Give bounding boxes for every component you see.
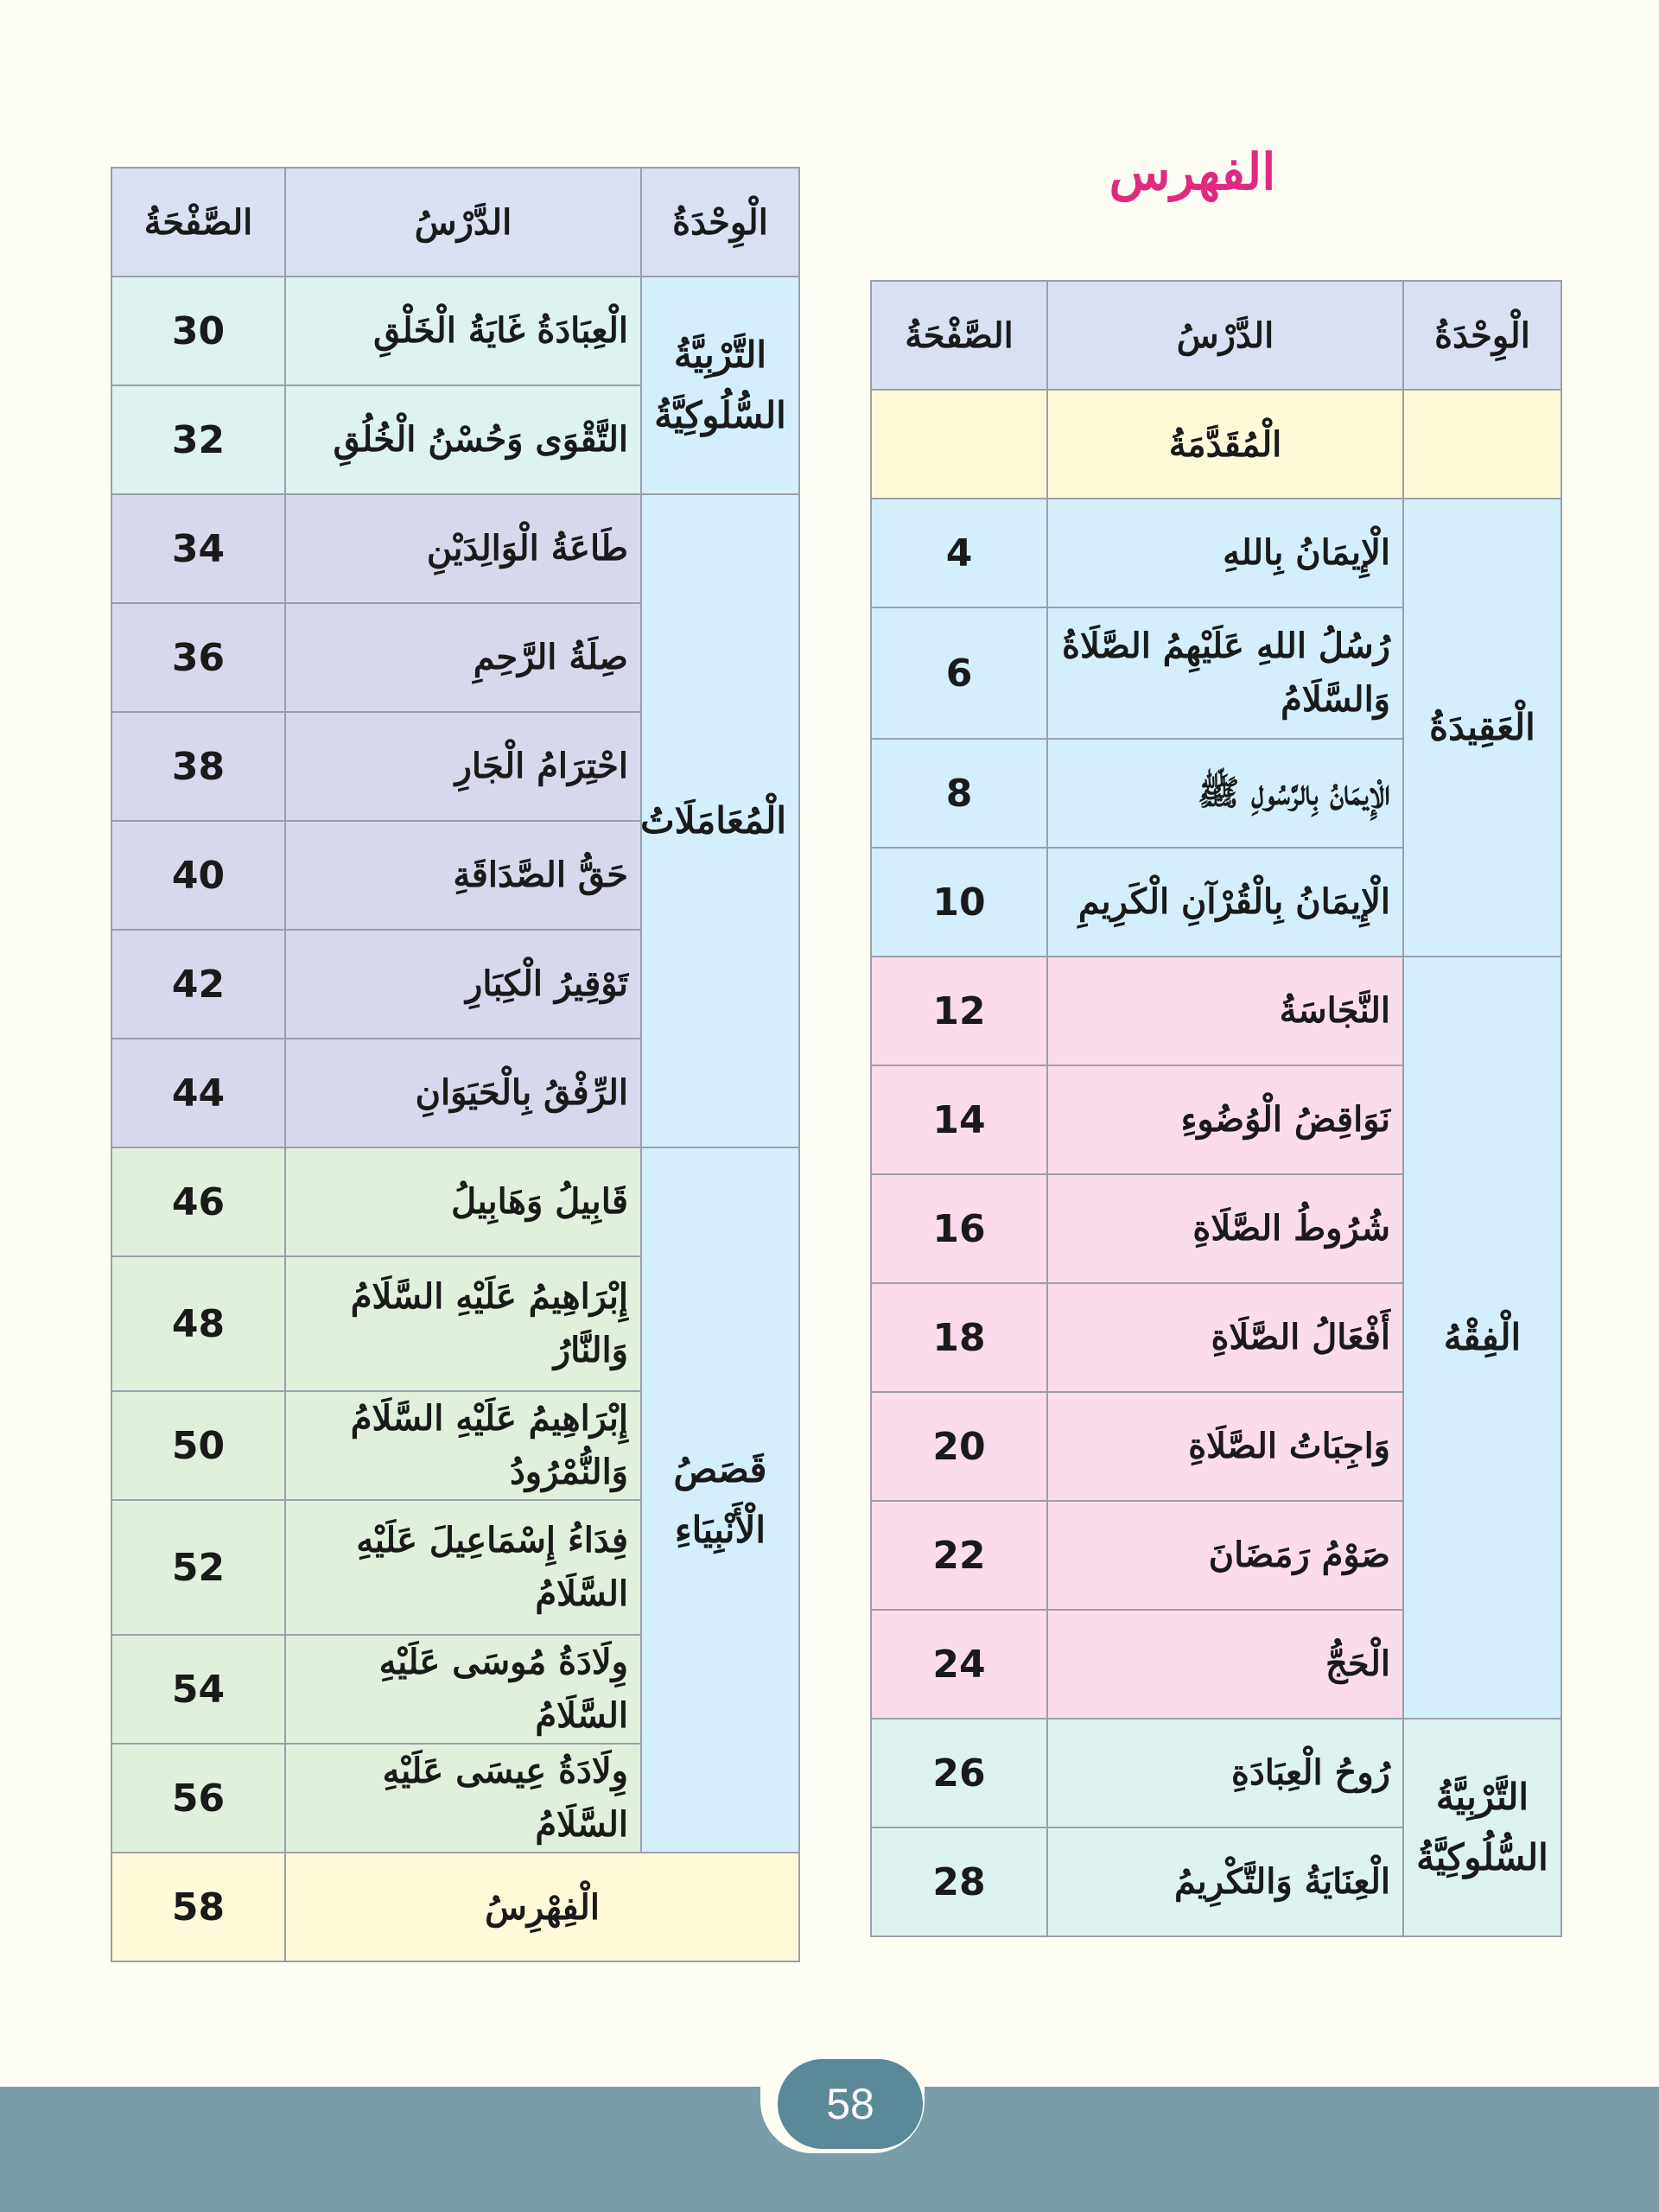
page-number: 54 [111, 1635, 285, 1744]
lesson-title: حَقُّ الصَّدَاقَةِ [285, 821, 641, 930]
page-number: 58 [111, 1853, 285, 1961]
lesson-title: الْإِيمَانُ بِالرَّسُولِ ﷺ [1047, 739, 1403, 848]
page-number: 50 [111, 1391, 285, 1500]
table-row[interactable] [871, 1719, 1561, 1827]
page-title: الفهرس [1109, 143, 1276, 201]
unit-tarbiya: التَّرْبِيَّةُ السُّلُوكِيَّةُ [641, 276, 799, 494]
lesson-title: الْعِنَايَةُ وَالتَّكْرِيمُ [1047, 1827, 1403, 1936]
lesson-title: أَفْعَالُ الصَّلَاةِ [1047, 1283, 1403, 1392]
page-number: 4 [871, 499, 1047, 607]
unit-muamalat: الْمُعَامَلَاتُ [641, 494, 799, 1147]
page-number: 38 [111, 712, 285, 821]
header-row [871, 281, 1561, 390]
header-page: الصَّفْحَةُ [111, 168, 285, 276]
toc-table-right [870, 280, 1562, 1937]
lesson-title: الْإِيمَانُ بِالْقُرْآنِ الْكَرِيمِ [1047, 848, 1403, 957]
page-number: 12 [871, 957, 1047, 1065]
header-row [111, 168, 799, 276]
lesson-title: احْتِرَامُ الْجَارِ [285, 712, 641, 821]
header-page: الصَّفْحَةُ [871, 281, 1047, 390]
lesson-title: صِلَةُ الرَّحِمِ [285, 603, 641, 712]
lesson-title: وِلَادَةُ مُوسَى عَلَيْهِ السَّلَامُ [285, 1635, 641, 1744]
page-number: 52 [111, 1500, 285, 1635]
lesson-title: النَّجَاسَةُ [1047, 957, 1403, 1065]
table-row[interactable] [871, 499, 1561, 607]
header-unit: الْوِحْدَةُ [1403, 281, 1561, 390]
table-row[interactable] [111, 276, 799, 385]
unit-tarbiya: التَّرْبِيَّةُ السُّلُوكِيَّةُ [1403, 1719, 1561, 1936]
lesson-title: صَوْمُ رَمَضَانَ [1047, 1501, 1403, 1610]
page-number: 56 [111, 1744, 285, 1853]
page-number: 20 [871, 1392, 1047, 1501]
header-lesson: الدَّرْسُ [285, 168, 641, 276]
page-number: 44 [111, 1039, 285, 1147]
unit-qisas: قَصَصُ الْأَنْبِيَاءِ [641, 1147, 799, 1853]
header-lesson: الدَّرْسُ [1047, 281, 1403, 390]
intro-row[interactable] [871, 390, 1561, 499]
lesson-title: التَّقْوَى وَحُسْنُ الْخُلُقِ [285, 385, 641, 494]
page-number: 22 [871, 1501, 1047, 1610]
lesson-title: شُرُوطُ الصَّلَاةِ [1047, 1174, 1403, 1283]
page-number: 6 [871, 607, 1047, 739]
page-number: 10 [871, 848, 1047, 957]
page-number: 42 [111, 930, 285, 1039]
lesson-title: الْعِبَادَةُ غَايَةُ الْخَلْقِ [285, 276, 641, 385]
lesson-title: تَوْقِيرُ الْكِبَارِ [285, 930, 641, 1039]
page-number-badge: 58 [778, 2059, 923, 2149]
page-number: 46 [111, 1147, 285, 1256]
page-number: 8 [871, 739, 1047, 848]
page-number: 28 [871, 1827, 1047, 1936]
page-number: 48 [111, 1256, 285, 1391]
lesson-title: فِدَاءُ إِسْمَاعِيلَ عَلَيْهِ السَّلَامُ [285, 1500, 641, 1635]
page-number: 30 [111, 276, 285, 385]
lesson-title: طَاعَةُ الْوَالِدَيْنِ [285, 494, 641, 603]
page-number: 36 [111, 603, 285, 712]
lesson-title: الْحَجُّ [1047, 1610, 1403, 1719]
index-row[interactable] [111, 1853, 799, 1961]
page-number: 18 [871, 1283, 1047, 1392]
table-row[interactable] [111, 1147, 799, 1256]
page-number: 32 [111, 385, 285, 494]
lesson-title: إِبْرَاهِيمُ عَلَيْهِ السَّلَامُ وَالنَّارُ [285, 1256, 641, 1391]
table-row[interactable] [871, 957, 1561, 1065]
header-unit: الْوِحْدَةُ [641, 168, 799, 276]
page-number: 40 [111, 821, 285, 930]
table-row[interactable] [111, 494, 799, 603]
intro-label: الْمُقَدَّمَةُ [1047, 390, 1403, 499]
lesson-title: الرِّفْقُ بِالْحَيَوَانِ [285, 1039, 641, 1147]
lesson-title: وَاجِبَاتُ الصَّلَاةِ [1047, 1392, 1403, 1501]
page-number: 26 [871, 1719, 1047, 1827]
lesson-title: رُسُلُ اللهِ عَلَيْهِمُ الصَّلَاةُ وَالسَّلَامُ [1047, 607, 1403, 739]
lesson-title: وِلَادَةُ عِيسَى عَلَيْهِ السَّلَامُ [285, 1744, 641, 1853]
lesson-title: رُوحُ الْعِبَادَةِ [1047, 1719, 1403, 1827]
unit-aqida: الْعَقِيدَةُ [1403, 499, 1561, 957]
page-number: 24 [871, 1610, 1047, 1719]
lesson-title: نَوَاقِضُ الْوُضُوءِ [1047, 1065, 1403, 1174]
toc-table-left [111, 167, 800, 1962]
page-number: 14 [871, 1065, 1047, 1174]
page-number: 34 [111, 494, 285, 603]
lesson-title: قَابِيلُ وَهَابِيلُ [285, 1147, 641, 1256]
index-label: الْفِهْرِسُ [285, 1853, 799, 1961]
lesson-title: إِبْرَاهِيمُ عَلَيْهِ السَّلَامُ وَالنُّمْرُودُ [285, 1391, 641, 1500]
lesson-title: الْإِيمَانُ بِاللهِ [1047, 499, 1403, 607]
page-number: 16 [871, 1174, 1047, 1283]
unit-fiqh: الْفِقْهُ [1403, 957, 1561, 1719]
